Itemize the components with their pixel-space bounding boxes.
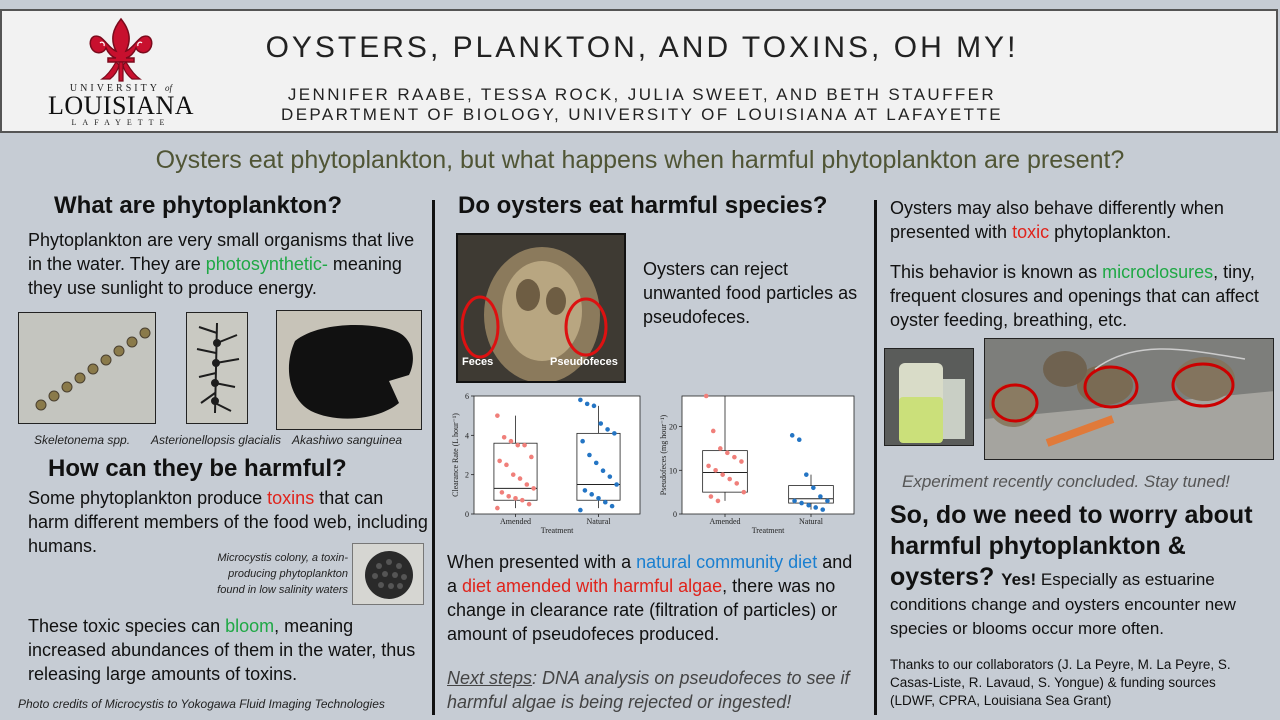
logo-university-text: UNIVERSITY: [69, 83, 160, 94]
algae-culture-photo: [884, 348, 974, 446]
microcystis-caption: Microcystis colony, a toxin- producing phytoplankton found in low salinity waters: [217, 552, 348, 596]
authors-block: [192, 85, 1092, 125]
logo-louisiana-text: LOUISIANA: [47, 91, 195, 120]
data-point: [818, 494, 823, 499]
data-point: [598, 421, 603, 426]
conclusion-text: Especially as estuarine conditions change and oysters encounter new species or blooms occur more often.: [890, 570, 1236, 638]
conclusion-heading: So, do we need to worry about harmful phytoplankton & oysters?: [890, 501, 1253, 591]
bloom-paragraph: These toxic species can bloom, meaning increased abundances of them in the water, thus releasing large amounts of toxins.: [28, 616, 416, 684]
skeletonema-image: [18, 312, 156, 424]
amended-diet-highlight: diet amended with harmful algae: [462, 576, 723, 596]
data-point: [804, 472, 809, 477]
data-point: [612, 431, 617, 436]
poster-title: OYSTERS, PLANKTON, AND TOXINS, OH MY!: [265, 31, 1019, 64]
y-tick-label: 10: [669, 466, 677, 476]
data-point: [716, 499, 721, 504]
oyster-sensor-photo: [984, 338, 1274, 460]
data-point: [495, 506, 500, 511]
data-point: [504, 463, 509, 468]
caption-skeletonema: Skeletonema spp.: [34, 433, 131, 447]
y-axis-label: Clearance Rate (L hour⁻¹): [451, 413, 460, 497]
pseudofeces-explanation: Oysters can reject unwanted food particles as pseudofeces.: [643, 259, 858, 327]
data-point: [495, 413, 500, 418]
y-tick-label: 0: [673, 510, 677, 519]
toxins-highlight: toxins: [267, 488, 315, 508]
akashiwo-cell: [289, 325, 413, 419]
data-point: [506, 494, 511, 499]
y-tick-label: 4: [465, 431, 469, 441]
data-point: [610, 504, 615, 509]
data-point: [608, 474, 613, 479]
data-point: [706, 464, 711, 469]
data-point: [527, 502, 532, 507]
data-point: [739, 459, 744, 464]
data-point: [820, 507, 825, 512]
data-point: [797, 437, 802, 442]
microclosures-highlight: microclosures: [1102, 262, 1214, 282]
data-point: [799, 501, 804, 506]
asterionellopsis-image: [186, 312, 248, 424]
data-point: [614, 482, 619, 487]
data-point: [578, 398, 583, 403]
logo-of-text: of: [165, 83, 173, 93]
data-point: [522, 443, 527, 448]
data-point: [790, 433, 795, 438]
caption-akashiwo: Akashiwo sanguinea: [292, 433, 403, 447]
conclusion-block: [890, 500, 1265, 641]
box-amended: [703, 451, 748, 493]
data-point: [603, 500, 608, 505]
data-point: [529, 455, 534, 460]
experiment-note: Experiment recently concluded. Stay tuned!: [902, 472, 1230, 491]
akashiwo-image: [276, 310, 422, 430]
data-point: [704, 394, 709, 399]
y-tick-label: 2: [465, 470, 469, 480]
x-axis-label: Treatment: [540, 526, 574, 535]
data-point: [592, 404, 597, 409]
next-steps-label: Next steps: [447, 668, 533, 688]
author-names: JENNIFER RAABE, TESSA ROCK, JULIA SWEET, AND BETH STAUFFER: [287, 85, 997, 104]
x-tick-label: Natural: [586, 517, 611, 526]
feces-label: Feces: [462, 356, 494, 368]
oyster-feces-photo: [456, 233, 626, 383]
bloom-highlight: bloom: [225, 616, 275, 636]
pseudofeces-label: Pseudofeces: [550, 356, 618, 368]
data-point: [502, 435, 507, 440]
column-divider-left: [432, 200, 435, 715]
data-point: [583, 488, 588, 493]
data-point: [594, 461, 599, 466]
data-point: [605, 427, 610, 432]
next-steps-paragraph: Next steps: DNA analysis on pseudofeces to see if harmful algae is being rejected or ingested!: [447, 668, 850, 712]
data-point: [500, 490, 505, 495]
column-divider-right: [874, 200, 877, 715]
data-point: [509, 439, 514, 444]
data-point: [725, 451, 730, 456]
data-point: [578, 508, 583, 513]
y-tick-label: 0: [465, 510, 469, 519]
y-tick-label: 20: [669, 422, 677, 432]
toxins-paragraph: Some phytoplankton produce toxins that can harm different members of the food web, including humans.: [28, 488, 428, 556]
data-point: [497, 459, 502, 464]
natural-diet-highlight: natural community diet: [636, 552, 818, 572]
data-point: [585, 402, 590, 407]
logo-lafayette-text: LAFAYETTE: [71, 118, 171, 127]
photosynthetic-highlight: photosynthetic-: [205, 254, 328, 274]
fleur-de-lis-icon: [86, 17, 156, 85]
data-point: [525, 482, 530, 487]
data-point: [518, 476, 523, 481]
data-point: [792, 499, 797, 504]
microcystis-image: [352, 543, 424, 605]
yes-answer: Yes!: [1001, 570, 1037, 589]
star-colony: [197, 323, 239, 413]
clearance-rate-chart: [448, 388, 648, 538]
data-point: [813, 505, 818, 510]
diet-results-paragraph: When presented with a natural community diet and a diet amended with harmful algae, there was no change in clearance rate (filtration of particles) or amount of pseudofeces produced.: [447, 552, 853, 644]
data-point: [587, 453, 592, 458]
microcystis-colony: [365, 551, 413, 599]
data-point: [825, 499, 830, 504]
data-point: [741, 490, 746, 495]
toxic-highlight: toxic: [1012, 222, 1050, 242]
banner-question: Oysters eat phytoplankton, but what happens when harmful phytoplankton are present?: [155, 146, 1125, 174]
caption-asterionellopsis: Asterionellopsis glacialis: [151, 433, 282, 447]
data-point: [596, 496, 601, 501]
department-line: DEPARTMENT OF BIOLOGY, UNIVERSITY OF LOUISIANA AT LAFAYETTE: [281, 105, 1003, 124]
data-point: [713, 468, 718, 473]
data-point: [515, 443, 520, 448]
data-point: [727, 477, 732, 482]
x-axis-label: Treatment: [751, 526, 785, 535]
heading-do-oysters-eat: Do oysters eat harmful species?: [458, 192, 828, 219]
heading-how-harmful: How can they be harmful?: [48, 455, 347, 482]
pseudofeces-chart: [656, 388, 862, 538]
data-point: [720, 472, 725, 477]
data-point: [531, 486, 536, 491]
phytoplankton-definition: Phytoplankton are very small organisms that live in the water. They are photosynthetic- meaning they use sunlight to produce energy.: [28, 230, 415, 298]
heading-what-are-phytoplankton: What are phytoplankton?: [54, 192, 342, 219]
data-point: [811, 485, 816, 490]
data-point: [511, 472, 516, 477]
x-tick-label: Amended: [709, 517, 741, 526]
poster-header: [0, 9, 1278, 133]
university-logo: [46, 17, 196, 133]
acknowledgements: Thanks to our collaborators (J. La Peyre, M. La Peyre, S. Casas-Liste, R. Lavaud, S. Yongue) & funding sources (LDWF, CPRA, Louisiana Sea Grant): [890, 657, 1231, 708]
y-tick-label: 6: [465, 392, 469, 401]
data-point: [589, 492, 594, 497]
x-tick-label: Natural: [799, 517, 823, 526]
data-point: [513, 496, 518, 501]
data-point: [601, 468, 606, 473]
y-axis-label: Pseudofeces (mg hour⁻¹): [659, 414, 668, 496]
green-culture: [899, 397, 943, 443]
microclosures-paragraph: This behavior is known as microclosures, tiny, frequent closures and openings that can affect oyster feeding, breathing, etc.: [890, 262, 1259, 330]
data-point: [709, 494, 714, 499]
data-point: [732, 455, 737, 460]
data-point: [734, 481, 739, 486]
diatom-chain: [36, 328, 150, 410]
data-point: [711, 429, 716, 434]
data-point: [718, 446, 723, 451]
data-point: [580, 439, 585, 444]
photo-credits: Photo credits of Microcystis to Yokogawa Fluid Imaging Technologies: [18, 697, 385, 711]
data-point: [520, 498, 525, 503]
x-tick-label: Amended: [499, 517, 532, 526]
data-point: [806, 503, 811, 508]
toxic-behavior-paragraph: Oysters may also behave differently when presented with toxic phytoplankton.: [890, 198, 1224, 242]
